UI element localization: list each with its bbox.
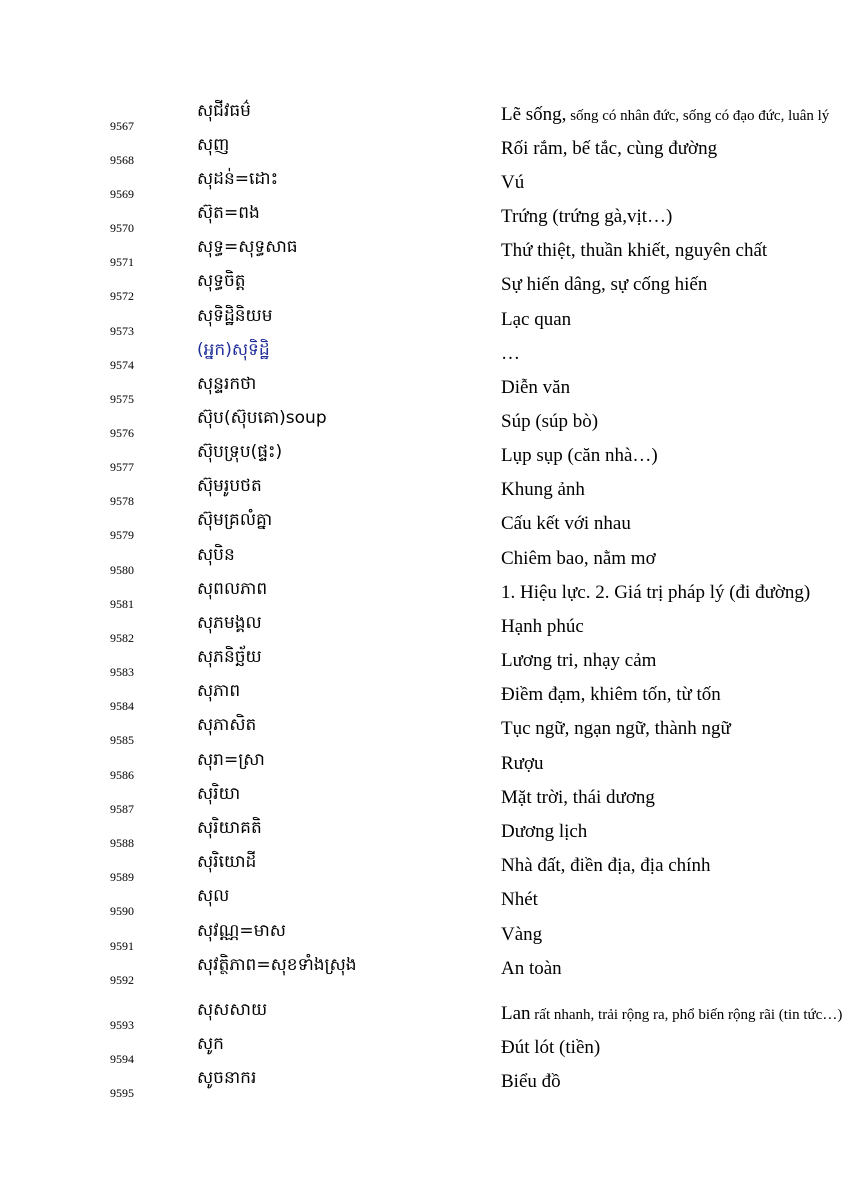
khmer-term: ស៊ុមគ្រលំគ្នា <box>197 510 273 530</box>
dictionary-entry <box>0 715 848 754</box>
entry-number: 9588 <box>110 836 134 850</box>
entry-number: 9581 <box>110 597 134 611</box>
vietnamese-definition <box>501 138 717 160</box>
definition-text: Lụp sụp (căn nhà…) <box>501 445 658 466</box>
dictionary-entry <box>0 101 848 140</box>
khmer-term: សូក <box>197 1034 224 1054</box>
definition-text: Nhà đất, điền địa, địa chính <box>501 855 711 876</box>
entry-number: 9587 <box>110 802 134 816</box>
entry-number: 9592 <box>110 973 134 987</box>
khmer-term: ស៊ុប(ស៊ុបគោ)soup <box>197 408 327 428</box>
definition-text: Chiêm bao, nằm mơ <box>501 548 656 569</box>
vietnamese-definition <box>501 650 656 672</box>
entry-number: 9580 <box>110 563 134 577</box>
dictionary-entry <box>0 237 848 276</box>
dictionary-entry <box>0 271 848 310</box>
dictionary-entry <box>0 203 848 242</box>
definition-text: Điềm đạm, khiêm tốn, từ tốn <box>501 684 721 705</box>
khmer-term: សុញ <box>197 135 230 155</box>
entry-number: 9570 <box>110 221 134 235</box>
entry-number: 9574 <box>110 358 134 372</box>
vietnamese-definition <box>501 718 731 740</box>
dictionary-entry <box>0 955 848 994</box>
khmer-term: សុសសាយ <box>197 1000 268 1020</box>
dictionary-entry <box>0 818 848 857</box>
vietnamese-definition <box>501 479 585 501</box>
vietnamese-definition <box>501 821 587 843</box>
definition-text: Mặt trời, thái dương <box>501 787 655 808</box>
khmer-term: សុភនិច្ឆ័យ <box>197 647 262 667</box>
entry-number: 9582 <box>110 631 134 645</box>
dictionary-entry <box>0 647 848 686</box>
definition-text: Nhét <box>501 889 538 910</box>
dictionary-entry <box>0 784 848 823</box>
definition-text: Tục ngữ, ngạn ngữ, thành ngữ <box>501 718 731 739</box>
definition-text: Dương lịch <box>501 821 588 842</box>
khmer-term: សូចនាករ <box>197 1068 257 1088</box>
definition-text: Thứ thiệt, thuần khiết, nguyên chất <box>501 240 768 261</box>
vietnamese-definition <box>501 513 631 535</box>
vietnamese-definition <box>501 1037 600 1059</box>
entry-number: 9593 <box>110 1018 134 1032</box>
dictionary-entry <box>0 408 848 447</box>
vietnamese-definition <box>501 1071 561 1093</box>
vietnamese-definition <box>501 411 598 433</box>
definition-text: Vú <box>501 172 525 193</box>
dictionary-entry <box>0 921 848 960</box>
entry-number: 9578 <box>110 494 134 508</box>
vietnamese-definition <box>501 1003 842 1025</box>
entry-number: 9571 <box>110 255 134 269</box>
dictionary-entry <box>0 306 848 345</box>
entry-number: 9572 <box>110 289 134 303</box>
vietnamese-definition <box>501 206 672 228</box>
khmer-term: សុរិយា <box>197 784 241 804</box>
vietnamese-definition <box>501 787 655 809</box>
khmer-term: សុជីវធម៌ <box>197 101 251 121</box>
dictionary-entry <box>0 613 848 652</box>
vietnamese-definition <box>501 958 562 980</box>
definition-continuation: rất nhanh, trải rộng ra, phổ biến rộng rãi (tin tức…) <box>530 1007 843 1023</box>
khmer-term: សុភមង្គល <box>197 613 262 633</box>
definition-text: Trứng (trứng gà,vịt…) <box>501 206 673 227</box>
entry-number: 9586 <box>110 768 134 782</box>
khmer-term: សុភាសិត <box>197 715 257 735</box>
vietnamese-definition <box>501 274 707 296</box>
dictionary-entry <box>0 681 848 720</box>
definition-text: Rượu <box>501 753 544 774</box>
entry-number: 9575 <box>110 392 134 406</box>
dictionary-entry <box>0 135 848 174</box>
khmer-term: សុទ្ធចិត្ត <box>197 271 246 291</box>
dictionary-entry <box>0 1068 848 1107</box>
khmer-term: សុវត្ថិភាព=សុខទាំងស្រុង <box>197 955 357 975</box>
khmer-term: ស៊ុត=ពង <box>197 203 260 223</box>
definition-text: Biểu đồ <box>501 1071 561 1092</box>
entry-number: 9568 <box>110 153 134 167</box>
vietnamese-definition <box>501 616 584 638</box>
vietnamese-definition <box>501 582 810 604</box>
vietnamese-definition <box>501 889 538 911</box>
dictionary-entry <box>0 886 848 925</box>
definition-text: Diễn văn <box>501 377 571 398</box>
definition-text: Lan <box>501 1003 531 1024</box>
khmer-term: សុទ្ធ=សុទ្ធសាធ <box>197 237 298 257</box>
vietnamese-definition <box>501 855 710 877</box>
khmer-term: ស៊ុបទ្រុប(ផ្ទះ) <box>197 442 283 462</box>
entry-number: 9583 <box>110 665 134 679</box>
khmer-term: សុទិដ្ឋិនិយម <box>197 306 273 326</box>
khmer-term: សុរា=ស្រា <box>197 750 265 770</box>
vietnamese-definition <box>501 377 570 399</box>
vietnamese-definition <box>501 172 524 194</box>
definition-text: Vàng <box>501 924 543 945</box>
dictionary-entry <box>0 510 848 549</box>
definition-text: Cấu kết với nhau <box>501 513 631 534</box>
dictionary-entry <box>0 750 848 789</box>
definition-text: Lạc quan <box>501 309 572 330</box>
definition-text: Sự hiến dâng, sự cống hiến <box>501 274 708 295</box>
entry-number: 9577 <box>110 460 134 474</box>
vietnamese-definition <box>501 343 520 365</box>
khmer-term: សុរិយោដី <box>197 852 257 872</box>
entry-number: 9579 <box>110 528 134 542</box>
entry-number: 9573 <box>110 324 134 338</box>
khmer-term: សុវណ្ណ=មាស <box>197 921 286 941</box>
vietnamese-definition <box>501 684 721 706</box>
khmer-term: ស៊ុមរូបថត <box>197 476 262 496</box>
entry-number: 9590 <box>110 904 134 918</box>
vietnamese-definition <box>501 753 544 775</box>
definition-text: Lương tri, nhạy cảm <box>501 650 657 671</box>
dictionary-entry <box>0 476 848 515</box>
dictionary-entry <box>0 1034 848 1073</box>
dictionary-entry <box>0 374 848 413</box>
entry-number: 9585 <box>110 733 134 747</box>
entry-number: 9589 <box>110 870 134 884</box>
dictionary-entry <box>0 545 848 584</box>
khmer-term: សុពលភាព <box>197 579 268 599</box>
definition-text: 1. Hiệu lực. 2. Giá trị pháp lý (đi đường) <box>501 582 811 603</box>
entry-number: 9576 <box>110 426 134 440</box>
dictionary-entry <box>0 340 848 379</box>
vietnamese-definition <box>501 548 656 570</box>
definition-continuation: sống có nhân đức, sống có đạo đức, luân lý <box>566 108 830 124</box>
definition-text: Rối rắm, bế tắc, cùng đường <box>501 138 718 159</box>
definition-text: Súp (súp bò) <box>501 411 599 432</box>
dictionary-entry <box>0 852 848 891</box>
khmer-term: សុភាព <box>197 681 241 701</box>
entry-number: 9567 <box>110 119 134 133</box>
khmer-term: សុល <box>197 886 230 906</box>
entry-number: 9584 <box>110 699 134 713</box>
khmer-term: សុដន់=ដោះ <box>197 169 279 189</box>
khmer-term: (អ្នក)សុទិដ្ឋិ <box>197 340 270 360</box>
khmer-term: សុបិន <box>197 545 235 565</box>
definition-text: Hạnh phúc <box>501 616 584 637</box>
vietnamese-definition <box>501 104 829 126</box>
dictionary-entry <box>0 1000 848 1039</box>
definition-text: Lẽ sống, <box>501 104 567 125</box>
dictionary-entry <box>0 579 848 618</box>
entry-number: 9591 <box>110 939 134 953</box>
vietnamese-definition <box>501 240 767 262</box>
definition-text: An toàn <box>501 958 562 979</box>
khmer-term: សុរិយាគតិ <box>197 818 262 838</box>
entry-number: 9595 <box>110 1086 134 1100</box>
vietnamese-definition <box>501 445 658 467</box>
definition-text: … <box>501 343 520 364</box>
khmer-term: សុន្ទរកថា <box>197 374 257 394</box>
dictionary-entry <box>0 442 848 481</box>
vietnamese-definition <box>501 924 542 946</box>
vietnamese-definition <box>501 309 571 331</box>
dictionary-entry <box>0 169 848 208</box>
entry-number: 9594 <box>110 1052 134 1066</box>
definition-text: Đút lót (tiền) <box>501 1037 601 1058</box>
definition-text: Khung ảnh <box>501 479 585 500</box>
entry-number: 9569 <box>110 187 134 201</box>
